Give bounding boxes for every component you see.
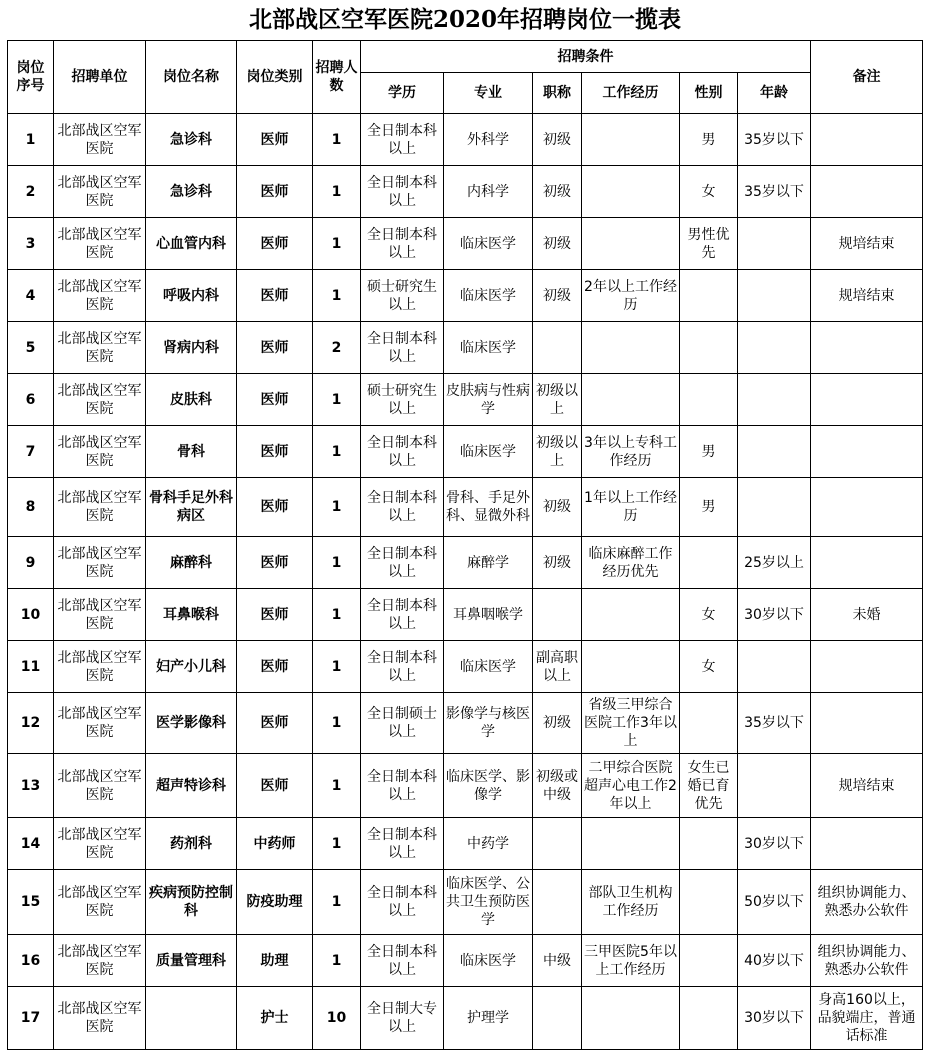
cell-education: 全日制本科以上 xyxy=(361,870,444,935)
cell-title: 初级 xyxy=(533,693,582,754)
cell-major: 临床医学 xyxy=(444,322,533,374)
cell-count: 1 xyxy=(313,374,361,426)
cell-title: 初级 xyxy=(533,114,582,166)
cell-count: 10 xyxy=(313,987,361,1050)
cell-seq: 7 xyxy=(8,426,54,478)
cell-experience xyxy=(582,114,680,166)
cell-remark: 规培结束 xyxy=(811,218,923,270)
cell-gender: 女生已婚已育优先 xyxy=(680,754,738,818)
cell-major: 中药学 xyxy=(444,818,533,870)
cell-unit: 北部战区空军医院 xyxy=(54,537,146,589)
cell-category: 医师 xyxy=(237,322,313,374)
cell-experience xyxy=(582,374,680,426)
cell-remark: 规培结束 xyxy=(811,270,923,322)
cell-experience xyxy=(582,322,680,374)
cell-gender xyxy=(680,322,738,374)
header-title: 职称 xyxy=(533,73,582,114)
cell-education: 全日制硕士以上 xyxy=(361,693,444,754)
cell-name: 医学影像科 xyxy=(146,693,237,754)
table-row xyxy=(8,322,923,374)
cell-age xyxy=(738,478,811,537)
cell-major: 临床医学 xyxy=(444,426,533,478)
recruitment-table xyxy=(7,40,923,1050)
header-unit: 招聘单位 xyxy=(54,41,146,114)
cell-category: 医师 xyxy=(237,754,313,818)
cell-remark: 组织协调能力、熟悉办公软件 xyxy=(811,870,923,935)
cell-gender: 男 xyxy=(680,478,738,537)
cell-education: 全日制本科以上 xyxy=(361,478,444,537)
cell-name: 超声特诊科 xyxy=(146,754,237,818)
table-row xyxy=(8,987,923,1050)
header-count: 招聘人数 xyxy=(313,41,361,114)
cell-seq: 14 xyxy=(8,818,54,870)
cell-experience: 部队卫生机构工作经历 xyxy=(582,870,680,935)
cell-category: 医师 xyxy=(237,589,313,641)
cell-education: 全日制本科以上 xyxy=(361,322,444,374)
cell-title: 初级以上 xyxy=(533,374,582,426)
cell-title xyxy=(533,870,582,935)
cell-remark: 规培结束 xyxy=(811,754,923,818)
cell-unit: 北部战区空军医院 xyxy=(54,218,146,270)
cell-count: 1 xyxy=(313,641,361,693)
cell-count: 1 xyxy=(313,478,361,537)
table-row xyxy=(8,754,923,818)
cell-gender xyxy=(680,537,738,589)
cell-name: 呼吸内科 xyxy=(146,270,237,322)
cell-major: 耳鼻咽喉学 xyxy=(444,589,533,641)
cell-remark xyxy=(811,426,923,478)
cell-major: 外科学 xyxy=(444,114,533,166)
cell-unit: 北部战区空军医院 xyxy=(54,114,146,166)
cell-education: 全日制本科以上 xyxy=(361,818,444,870)
header-name: 岗位名称 xyxy=(146,41,237,114)
cell-category: 医师 xyxy=(237,478,313,537)
cell-experience xyxy=(582,218,680,270)
cell-age xyxy=(738,322,811,374)
cell-gender: 女 xyxy=(680,166,738,218)
cell-experience: 三甲医院5年以上工作经历 xyxy=(582,935,680,987)
table-row xyxy=(8,935,923,987)
header-category: 岗位类别 xyxy=(237,41,313,114)
cell-major: 骨科、手足外科、显微外科 xyxy=(444,478,533,537)
cell-unit: 北部战区空军医院 xyxy=(54,322,146,374)
cell-remark xyxy=(811,322,923,374)
cell-age xyxy=(738,754,811,818)
cell-education: 全日制本科以上 xyxy=(361,641,444,693)
cell-seq: 8 xyxy=(8,478,54,537)
cell-gender: 女 xyxy=(680,641,738,693)
cell-name: 妇产小儿科 xyxy=(146,641,237,693)
cell-unit: 北部战区空军医院 xyxy=(54,426,146,478)
cell-age xyxy=(738,270,811,322)
cell-seq: 15 xyxy=(8,870,54,935)
cell-unit: 北部战区空军医院 xyxy=(54,935,146,987)
cell-experience xyxy=(582,589,680,641)
cell-count: 1 xyxy=(313,218,361,270)
cell-title: 初级或中级 xyxy=(533,754,582,818)
cell-seq: 2 xyxy=(8,166,54,218)
cell-age: 30岁以下 xyxy=(738,987,811,1050)
cell-seq: 4 xyxy=(8,270,54,322)
cell-education: 全日制本科以上 xyxy=(361,589,444,641)
cell-seq: 3 xyxy=(8,218,54,270)
cell-name: 急诊科 xyxy=(146,166,237,218)
cell-age: 35岁以下 xyxy=(738,693,811,754)
cell-unit: 北部战区空军医院 xyxy=(54,589,146,641)
header-experience: 工作经历 xyxy=(582,73,680,114)
cell-experience: 1年以上工作经历 xyxy=(582,478,680,537)
cell-gender: 男 xyxy=(680,114,738,166)
cell-seq: 9 xyxy=(8,537,54,589)
cell-title xyxy=(533,322,582,374)
cell-count: 1 xyxy=(313,754,361,818)
cell-count: 1 xyxy=(313,426,361,478)
cell-seq: 17 xyxy=(8,987,54,1050)
cell-remark: 身高160以上，品貌端庄，普通话标准 xyxy=(811,987,923,1050)
cell-experience: 3年以上专科工作经历 xyxy=(582,426,680,478)
cell-category: 护士 xyxy=(237,987,313,1050)
cell-major: 临床医学 xyxy=(444,935,533,987)
cell-age xyxy=(738,641,811,693)
header-seq: 岗位序号 xyxy=(8,41,54,114)
table-row xyxy=(8,426,923,478)
table-row xyxy=(8,166,923,218)
cell-gender xyxy=(680,693,738,754)
cell-education: 硕士研究生以上 xyxy=(361,374,444,426)
cell-remark xyxy=(811,693,923,754)
cell-name: 急诊科 xyxy=(146,114,237,166)
cell-category: 医师 xyxy=(237,166,313,218)
cell-age: 35岁以下 xyxy=(738,166,811,218)
cell-experience: 2年以上工作经历 xyxy=(582,270,680,322)
cell-age: 30岁以下 xyxy=(738,818,811,870)
cell-education: 全日制本科以上 xyxy=(361,114,444,166)
cell-unit: 北部战区空军医院 xyxy=(54,478,146,537)
table-row xyxy=(8,693,923,754)
header-gender: 性别 xyxy=(680,73,738,114)
cell-count: 1 xyxy=(313,270,361,322)
cell-category: 医师 xyxy=(237,270,313,322)
cell-title: 副高职以上 xyxy=(533,641,582,693)
cell-title xyxy=(533,987,582,1050)
cell-title xyxy=(533,818,582,870)
cell-major: 麻醉学 xyxy=(444,537,533,589)
cell-unit: 北部战区空军医院 xyxy=(54,693,146,754)
cell-education: 全日制本科以上 xyxy=(361,218,444,270)
cell-title: 初级以上 xyxy=(533,426,582,478)
cell-experience xyxy=(582,641,680,693)
cell-seq: 1 xyxy=(8,114,54,166)
cell-name: 质量管理科 xyxy=(146,935,237,987)
cell-education: 全日制本科以上 xyxy=(361,166,444,218)
cell-unit: 北部战区空军医院 xyxy=(54,270,146,322)
cell-gender: 男 xyxy=(680,426,738,478)
header-education: 学历 xyxy=(361,73,444,114)
cell-count: 2 xyxy=(313,322,361,374)
cell-remark: 未婚 xyxy=(811,589,923,641)
cell-major: 临床医学、影像学 xyxy=(444,754,533,818)
cell-name: 骨科 xyxy=(146,426,237,478)
cell-seq: 11 xyxy=(8,641,54,693)
document-title: 北部战区空军医院2020年招聘岗位一揽表 xyxy=(248,6,681,33)
table-row xyxy=(8,478,923,537)
cell-major: 皮肤病与性病学 xyxy=(444,374,533,426)
cell-seq: 16 xyxy=(8,935,54,987)
cell-category: 医师 xyxy=(237,426,313,478)
cell-unit: 北部战区空军医院 xyxy=(54,166,146,218)
cell-title xyxy=(533,589,582,641)
cell-count: 1 xyxy=(313,166,361,218)
cell-count: 1 xyxy=(313,935,361,987)
cell-age: 25岁以上 xyxy=(738,537,811,589)
cell-age: 40岁以下 xyxy=(738,935,811,987)
cell-gender xyxy=(680,987,738,1050)
cell-remark xyxy=(811,166,923,218)
cell-unit: 北部战区空军医院 xyxy=(54,374,146,426)
cell-gender: 男性优先 xyxy=(680,218,738,270)
cell-experience xyxy=(582,987,680,1050)
cell-education: 全日制本科以上 xyxy=(361,754,444,818)
cell-gender: 女 xyxy=(680,589,738,641)
cell-count: 1 xyxy=(313,114,361,166)
cell-title: 中级 xyxy=(533,935,582,987)
cell-experience xyxy=(582,818,680,870)
cell-title: 初级 xyxy=(533,537,582,589)
cell-gender xyxy=(680,935,738,987)
cell-name: 疾病预防控制科 xyxy=(146,870,237,935)
cell-category: 医师 xyxy=(237,693,313,754)
cell-category: 防疫助理 xyxy=(237,870,313,935)
table-row xyxy=(8,218,923,270)
table-row xyxy=(8,818,923,870)
cell-name: 耳鼻喉科 xyxy=(146,589,237,641)
header-major: 专业 xyxy=(444,73,533,114)
cell-seq: 12 xyxy=(8,693,54,754)
table-row xyxy=(8,870,923,935)
cell-experience xyxy=(582,166,680,218)
header-age: 年龄 xyxy=(738,73,811,114)
cell-category: 中药师 xyxy=(237,818,313,870)
cell-age: 35岁以下 xyxy=(738,114,811,166)
cell-name: 骨科手足外科病区 xyxy=(146,478,237,537)
cell-experience: 临床麻醉工作经历优先 xyxy=(582,537,680,589)
cell-category: 医师 xyxy=(237,218,313,270)
cell-name: 麻醉科 xyxy=(146,537,237,589)
cell-education: 全日制本科以上 xyxy=(361,935,444,987)
cell-education: 全日制大专以上 xyxy=(361,987,444,1050)
cell-major: 临床医学 xyxy=(444,641,533,693)
cell-remark xyxy=(811,374,923,426)
cell-unit: 北部战区空军医院 xyxy=(54,870,146,935)
cell-education: 全日制本科以上 xyxy=(361,537,444,589)
cell-name xyxy=(146,987,237,1050)
cell-unit: 北部战区空军医院 xyxy=(54,641,146,693)
cell-name: 肾病内科 xyxy=(146,322,237,374)
cell-age: 50岁以下 xyxy=(738,870,811,935)
cell-age xyxy=(738,218,811,270)
cell-remark xyxy=(811,818,923,870)
cell-major: 护理学 xyxy=(444,987,533,1050)
cell-education: 硕士研究生以上 xyxy=(361,270,444,322)
cell-title: 初级 xyxy=(533,166,582,218)
cell-experience: 二甲综合医院超声心电工作2年以上 xyxy=(582,754,680,818)
cell-title: 初级 xyxy=(533,478,582,537)
cell-gender xyxy=(680,374,738,426)
cell-category: 医师 xyxy=(237,537,313,589)
cell-unit: 北部战区空军医院 xyxy=(54,754,146,818)
cell-category: 医师 xyxy=(237,374,313,426)
table-row xyxy=(8,114,923,166)
cell-major: 内科学 xyxy=(444,166,533,218)
cell-remark xyxy=(811,114,923,166)
cell-seq: 13 xyxy=(8,754,54,818)
cell-unit: 北部战区空军医院 xyxy=(54,818,146,870)
header-conditions: 招聘条件 xyxy=(361,41,811,73)
cell-gender xyxy=(680,270,738,322)
cell-age xyxy=(738,374,811,426)
cell-seq: 10 xyxy=(8,589,54,641)
cell-remark xyxy=(811,478,923,537)
cell-major: 临床医学、公共卫生预防医学 xyxy=(444,870,533,935)
header-row-1 xyxy=(8,41,923,73)
table-row xyxy=(8,270,923,322)
cell-count: 1 xyxy=(313,693,361,754)
cell-count: 1 xyxy=(313,537,361,589)
table-row xyxy=(8,641,923,693)
cell-count: 1 xyxy=(313,818,361,870)
cell-category: 医师 xyxy=(237,114,313,166)
cell-gender xyxy=(680,818,738,870)
cell-seq: 6 xyxy=(8,374,54,426)
cell-experience: 省级三甲综合医院工作3年以上 xyxy=(582,693,680,754)
cell-title: 初级 xyxy=(533,218,582,270)
cell-age: 30岁以下 xyxy=(738,589,811,641)
cell-remark xyxy=(811,537,923,589)
cell-count: 1 xyxy=(313,870,361,935)
cell-name: 心血管内科 xyxy=(146,218,237,270)
cell-remark xyxy=(811,641,923,693)
cell-gender xyxy=(680,870,738,935)
cell-major: 临床医学 xyxy=(444,270,533,322)
cell-major: 影像学与核医学 xyxy=(444,693,533,754)
cell-category: 医师 xyxy=(237,641,313,693)
cell-title: 初级 xyxy=(533,270,582,322)
header-remark: 备注 xyxy=(811,41,923,114)
cell-category: 助理 xyxy=(237,935,313,987)
cell-name: 皮肤科 xyxy=(146,374,237,426)
cell-unit: 北部战区空军医院 xyxy=(54,987,146,1050)
table-row xyxy=(8,374,923,426)
cell-seq: 5 xyxy=(8,322,54,374)
cell-major: 临床医学 xyxy=(444,218,533,270)
cell-education: 全日制本科以上 xyxy=(361,426,444,478)
cell-count: 1 xyxy=(313,589,361,641)
cell-age xyxy=(738,426,811,478)
cell-name: 药剂科 xyxy=(146,818,237,870)
table-row xyxy=(8,589,923,641)
table-row xyxy=(8,537,923,589)
cell-remark: 组织协调能力、熟悉办公软件 xyxy=(811,935,923,987)
